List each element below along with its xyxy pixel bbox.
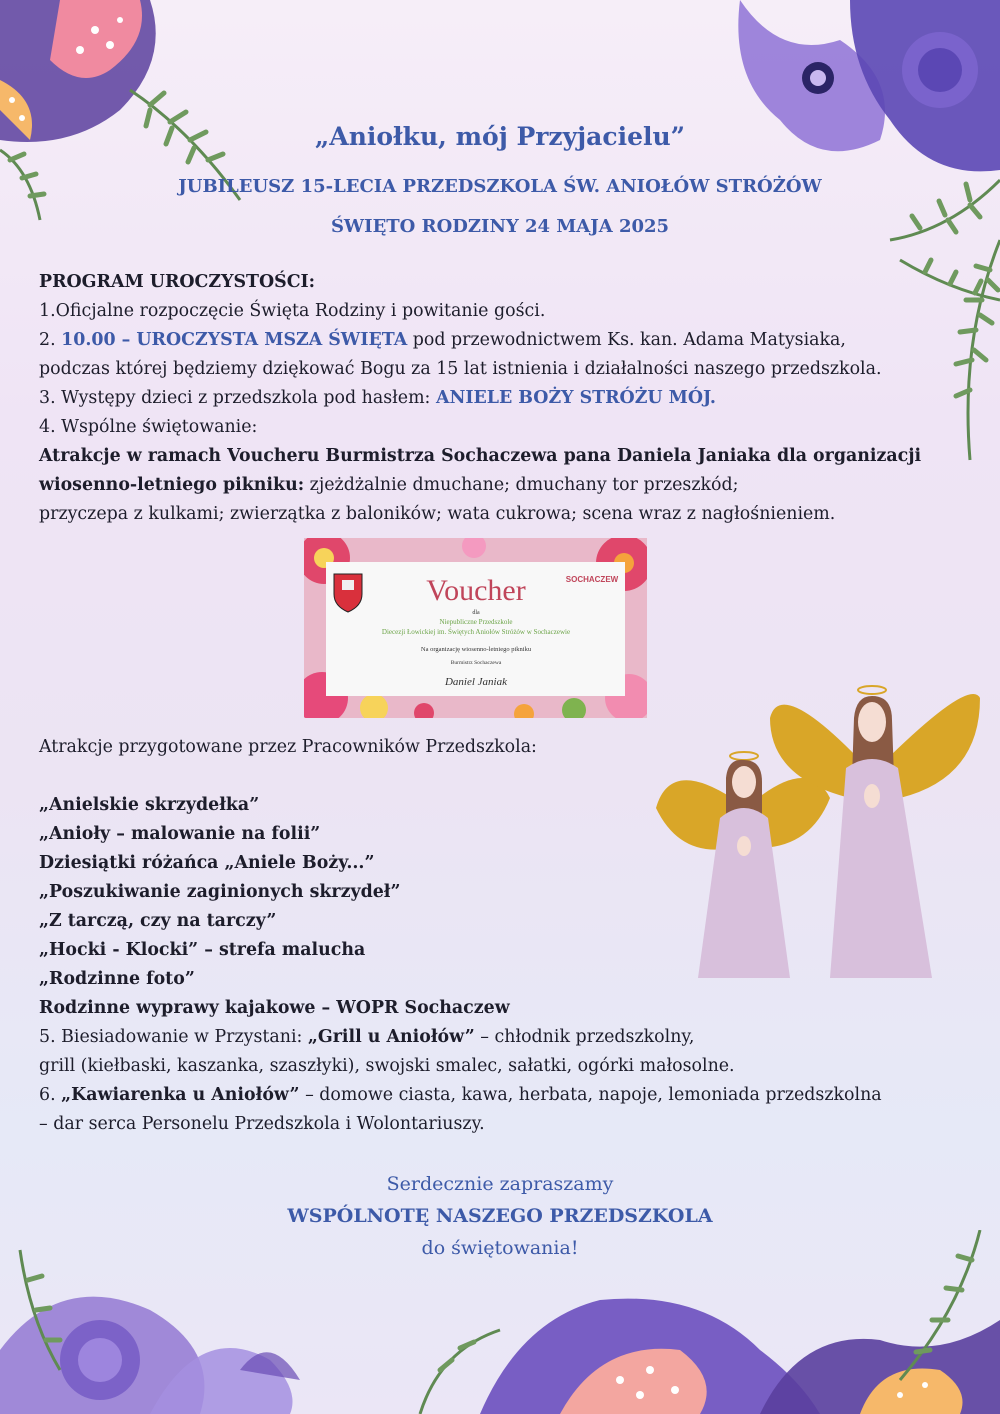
attraction-item: Dziesiątki różańca „Aniele Boży...”: [39, 853, 375, 873]
staff-attractions-section: [39, 733, 939, 1139]
attraction-item: „Z tarczą, czy na tarczy”: [39, 911, 277, 931]
program-item-5: [39, 1023, 939, 1052]
attraction-item: Rodzinne wyprawy kajakowe – WOPR Sochaczew: [39, 998, 510, 1018]
spacer: [39, 762, 939, 791]
voucher-signature: Daniel Janiak: [444, 676, 508, 688]
item-text: – chłodnik przedszkolny,: [474, 1027, 695, 1047]
event-date: ŚWIĘTO RODZINY 24 MAJA 2025: [330, 216, 670, 237]
closing-line-2: WSPÓLNOTĘ NASZEGO PRZEDSZKOLA: [287, 1205, 713, 1227]
program-item-5-continued: grill (kiełbaski, kaszanka, szaszłyki), swojski smalec, sałatki, ogórki małosolne.: [39, 1056, 735, 1076]
program-section: [39, 268, 939, 529]
program-item-3: [39, 384, 939, 413]
voucher-purpose: Na organizację wiosenno-letniego pikniku: [420, 646, 532, 653]
item-text: 5. Biesiadowanie w Przystani:: [39, 1027, 308, 1047]
attraction-item: „Poszukiwanie zaginionych skrzydeł”: [39, 882, 401, 902]
voucher-title: Voucher: [426, 574, 526, 607]
item-text: 3. Występy dzieci z przedszkola pod hasłem:: [39, 388, 436, 408]
mass-highlight: 10.00 – UROCZYSTA MSZA ŚWIĘTA: [61, 330, 408, 350]
program-item-4: 4. Wspólne świętowanie:: [39, 417, 258, 437]
attractions-list: zjeżdżalnie dmuchane; dmuchany tor przeszkód;: [304, 475, 739, 495]
motto-highlight: ANIELE BOŻY STRÓŻU MÓJ.: [435, 388, 716, 408]
item-text: – domowe ciasta, kawa, herbata, napoje, lemoniada przedszkolna: [299, 1085, 882, 1105]
grill-label: „Grill u Aniołów”: [307, 1027, 475, 1047]
attraction-item: „Hocki - Klocki” – strefa malucha: [39, 940, 366, 960]
program-item-6: [39, 1081, 939, 1110]
program-item-2: [39, 326, 939, 355]
closing-invitation: [0, 1168, 1000, 1264]
attraction-item: „Rodzinne foto”: [39, 969, 195, 989]
item-number: 6.: [39, 1085, 62, 1105]
voucher-attractions-line: [39, 471, 939, 500]
voucher-attractions-heading: Atrakcje w ramach Voucheru Burmistrza Sochaczewa pana Daniela Janiaka dla organizacji: [39, 446, 922, 466]
voucher-org-line-2: Diecezji Łowickiej im. Świętych Aniołów Stróżów w Sochaczewie: [381, 628, 571, 636]
closing-line-1: Serdecznie zapraszamy: [386, 1173, 614, 1195]
voucher-image: [304, 538, 647, 718]
item-number: 2.: [39, 330, 62, 350]
program-item-1: 1.Oficjalne rozpoczęcie Święta Rodziny i powitanie gości.: [39, 301, 546, 321]
program-heading: PROGRAM UROCZYSTOŚCI:: [39, 272, 316, 292]
event-title: „Aniołku, mój Przyjacielu”: [314, 122, 686, 151]
attraction-item: „Anioły – malowanie na folii”: [39, 824, 321, 844]
closing-line-3: do świętowania!: [421, 1237, 579, 1259]
voucher-for: dla: [472, 610, 480, 616]
program-item-6-continued: – dar serca Personelu Przedszkola i Wolontariuszy.: [39, 1114, 485, 1134]
jubilee-subtitle: JUBILEUSZ 15-LECIA PRZEDSZKOLA ŚW. ANIOŁÓW STRÓŻÓW: [178, 176, 822, 197]
voucher-org-line-1: Niepubliczne Przedszkole: [439, 618, 513, 626]
voucher-signer-role: Burmistrz Sochaczewa: [450, 660, 502, 666]
item-text: pod przewodnictwem Ks. kan. Adama Matysiaka,: [407, 330, 846, 350]
cafe-label: „Kawiarenka u Aniołów”: [61, 1085, 300, 1105]
attractions-list-continued: przyczepa z kulkami; zwierzątka z baloników; wata cukrowa; scena wraz z nagłośnieniem.: [39, 504, 836, 524]
picnic-label: wiosenno-letniego pikniku:: [39, 475, 305, 495]
voucher-logo: SOCHACZEW: [565, 575, 619, 584]
staff-intro: Atrakcje przygotowane przez Pracowników Przedszkola:: [39, 737, 537, 757]
program-item-2-continued: podczas której będziemy dziękować Bogu za 15 lat istnienia i działalności naszego przedszkola.: [39, 359, 882, 379]
attraction-item: „Anielskie skrzydełka”: [39, 795, 260, 815]
